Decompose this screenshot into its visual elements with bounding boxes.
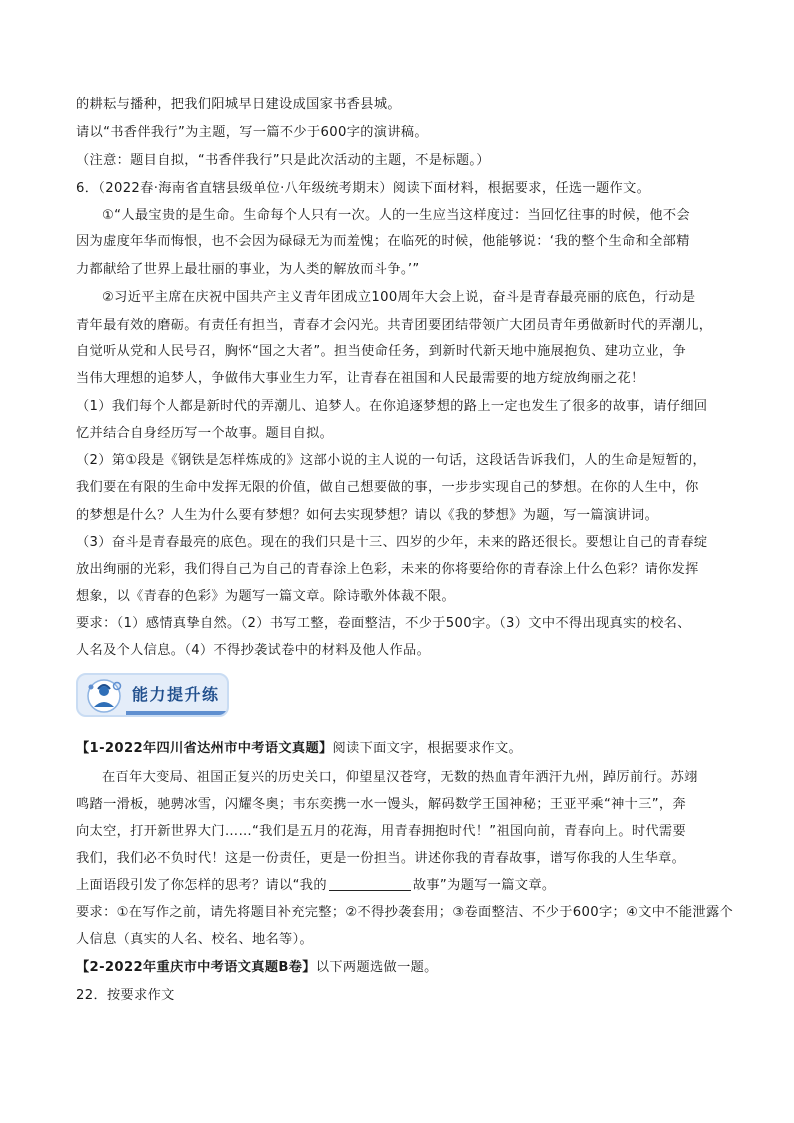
text-line: 因为虚度年华而悔恨，也不会因为碌碌无为而羞愧；在临死的时候，他能够说：‘我的整个生命和全部精: [76, 234, 690, 249]
question-6-heading: 6．（2022春·海南省直辖县级单位·八年级统考期末）阅读下面材料，根据要求，任选一题作文。: [76, 181, 651, 196]
text-line: （2）第①段是《钢铁是怎样炼成的》这部小说的主人说的一句话，这段话告诉我们，人的生命是短暂的，: [76, 453, 707, 468]
text-line: 要求：①在写作之前，请先将题目补充完整；②不得抄袭套用；③卷面整洁、不少于600字；④文中不能泄露个: [76, 905, 734, 920]
text-line: 放出绚丽的光彩，我们得自己为自己的青春涂上色彩，未来的你将要给你的青春涂上什么色彩？请你发挥: [76, 562, 699, 577]
banner-stripe: [126, 711, 229, 715]
text-line: 要求：（1）感情真挚自然。（2）书写工整，卷面整洁，不少于500字。（3）文中不得出现真实的校名、: [76, 616, 691, 631]
source-tag: 【1-2022年四川省达州市中考语文真题】: [76, 741, 333, 756]
question-2-heading: [76, 959, 438, 977]
text-line: 人信息（真实的人名、校名、地名等）。: [76, 932, 314, 947]
question-1-heading: [76, 740, 522, 758]
text-line: ①“人最宝贵的是生命。生命每个人只有一次。人的一生应当这样度过：当回忆往事的时候，他不会: [102, 208, 690, 223]
text-line: 向太空，打开新世界大门……“我们是五月的花海，用青春拥抱时代！”祖国向前，青春向上。时代需要: [76, 824, 687, 839]
text-line: 自觉听从党和人民号召，胸怀“国之大者”。担当使命任务，到新时代新天地中施展抱负、建功立业，争: [76, 344, 687, 359]
text-line: 的耕耘与播种，把我们阳城早日建设成国家书香县城。: [76, 97, 401, 112]
text-line: 人名及个人信息。（4）不得抄袭试卷中的材料及他人作品。: [76, 643, 431, 658]
engineer-gear-icon: [82, 677, 126, 715]
source-tag: 【2-2022年重庆市中考语文真题B卷】: [76, 960, 316, 975]
text-line: 想象，以《青春的色彩》为题写一篇文章。除诗歌外体裁不限。: [76, 589, 456, 604]
text-line: 当伟大理想的追梦人，争做伟大事业生力军，让青春在祖国和人民最需要的地方绽放绚丽之花！: [76, 371, 645, 386]
instruction: 以下两题选做一题。: [315, 960, 438, 975]
banner-label: 能力提升练: [132, 685, 220, 704]
fill-blank: [329, 877, 411, 891]
text-line: 的梦想是什么？人生为什么要有梦想？如何去实现梦想？请以《我的梦想》为题，写一篇演讲词。: [76, 508, 659, 523]
prompt-end: 故事”为题写一篇文章。: [412, 878, 556, 893]
text-line: 我们要在有限的生命中发挥无限的价值，做自己想要做的事，一步步实现自己的梦想。在你的人生中，你: [76, 480, 699, 495]
text-line: 青年最有效的磨砺。有责任有担当，青春才会闪光。共青团要团结带领广大团员青年勇做新时代的弄潮儿，: [76, 318, 713, 333]
prompt-start: 上面语段引发了你怎样的思考？请以“我的: [76, 878, 327, 893]
text-line: （3）奋斗是青春最亮的底色。现在的我们只是十三、四岁的少年，未来的路还很长。要想让自己的青春绽: [76, 535, 708, 550]
instruction: 阅读下面文字，根据要求作文。: [332, 741, 523, 756]
text-line: （1）我们每个人都是新时代的弄潮儿、追梦人。在你追逐梦想的路上一定也发生了很多的故事，请仔细回: [76, 399, 708, 414]
question-22-heading: 22．按要求作文: [76, 988, 175, 1003]
prompt-line: [76, 877, 555, 895]
text-line: 在百年大变局、祖国正复兴的历史关口，仰望星汉苍穹，无数的热血青年洒汗九州，踔厉前行。苏翊: [102, 770, 698, 785]
text-line: 我们，我们必不负时代！这是一份责任，更是一份担当。讲述你我的青春故事，谱写你我的人生华章。: [76, 851, 686, 866]
text-line: 力都献给了世界上最壮丽的事业，为人类的解放而斗争。’”: [76, 262, 420, 277]
text-line: 鸣踏一滑板，驰骋冰雪，闪耀冬奥；韦东奕携一水一馒头，解码数学王国神秘；王亚平乘“神十三”，奔: [76, 797, 687, 812]
ability-banner: [76, 673, 229, 717]
text-line: 忆并结合自身经历写一个故事。题目自拟。: [76, 426, 334, 441]
text-line: ②习近平主席在庆祝中国共产主义青年团成立100周年大会上说，奋斗是青春最亮丽的底色，行动是: [102, 290, 696, 305]
text-line: 请以“书香伴我行”为主题，写一篇不少于600字的演讲稿。: [76, 125, 428, 140]
text-line: （注意：题目自拟，“书香伴我行”只是此次活动的主题，不是标题。）: [76, 153, 490, 168]
